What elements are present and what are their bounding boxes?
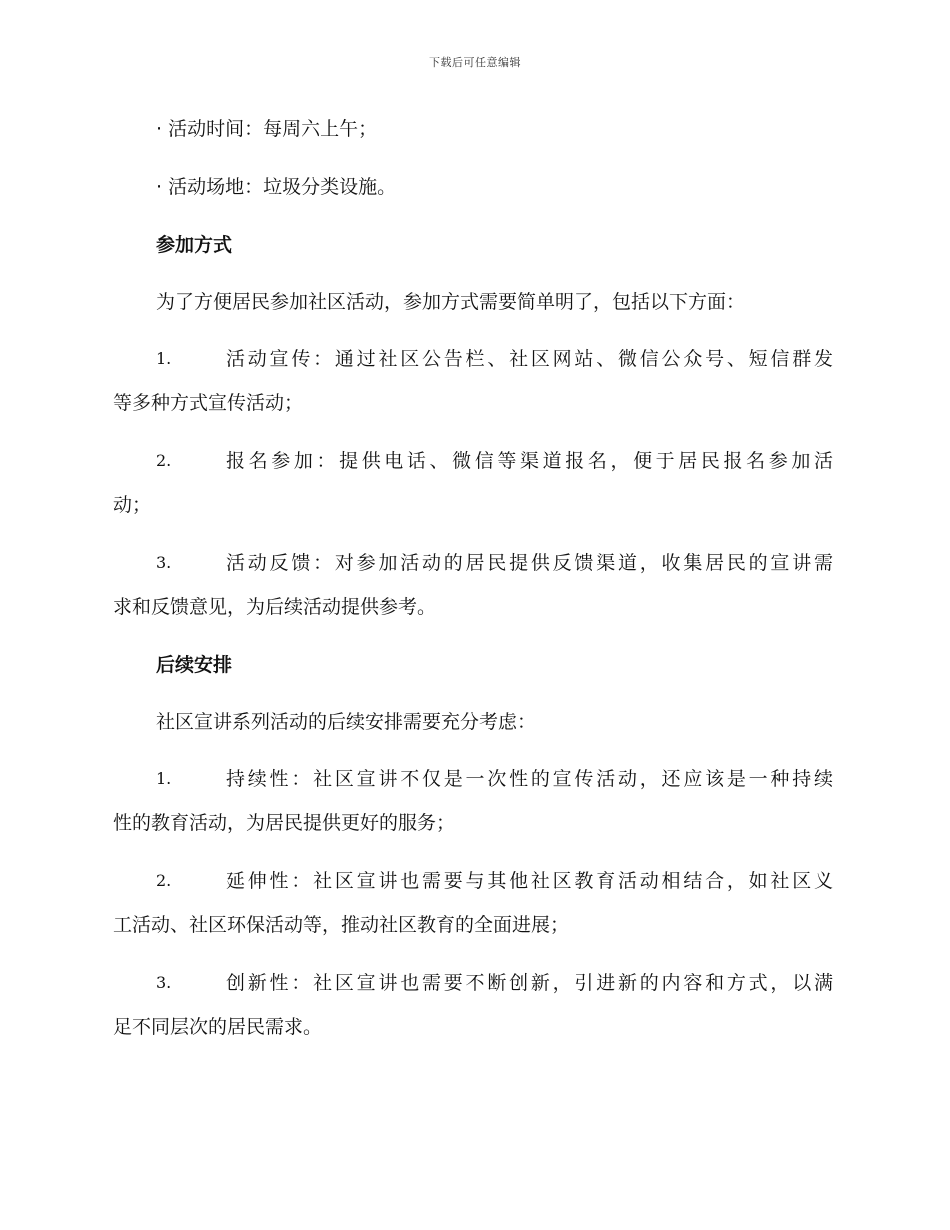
list-item — [113, 546, 833, 624]
list-item-text: 活动反馈：对参加活动的居民提供反馈渠道，收集居民的宣讲需 — [226, 552, 833, 574]
list-item-number: 3. — [156, 553, 172, 572]
document-body — [113, 112, 833, 1068]
list-item-number: 1. — [156, 349, 172, 368]
list-item — [113, 342, 833, 420]
list-item — [113, 444, 833, 522]
list-item-number: 3. — [156, 973, 172, 992]
list-item-continuation: 等多种方式宣传活动； — [113, 392, 304, 414]
header-note: 下载后可任意编辑 — [429, 56, 521, 69]
bullet-activity-time: · 活动时间：每周六上午； — [156, 118, 378, 140]
list-item — [113, 864, 833, 942]
section-intro-participation: 为了方便居民参加社区活动，参加方式需要简单明了，包括以下方面： — [156, 291, 746, 313]
list-item-text: 活动宣传：通过社区公告栏、社区网站、微信公众号、短信群发 — [226, 348, 833, 370]
list-item-continuation: 求和反馈意见，为后续活动提供参考。 — [113, 596, 437, 618]
list-item — [113, 966, 833, 1044]
section-heading-participation: 参加方式 — [156, 234, 233, 256]
bullet-activity-venue: · 活动场地：垃圾分类设施。 — [156, 176, 397, 198]
list-item-number: 2. — [156, 451, 172, 470]
list-item-text: 延伸性：社区宣讲也需要与其他社区教育活动相结合，如社区义 — [226, 870, 833, 892]
list-item-text: 持续性：社区宣讲不仅是一次性的宣传活动，还应该是一种持续 — [226, 768, 833, 790]
list-item-continuation: 足不同层次的居民需求。 — [113, 1016, 323, 1038]
list-item-continuation: 性的教育活动，为居民提供更好的服务； — [113, 812, 456, 834]
list-item-text: 创新性：社区宣讲也需要不断创新，引进新的内容和方式，以满 — [226, 972, 833, 994]
list-item — [113, 762, 833, 840]
section-intro-followup: 社区宣讲系列活动的后续安排需要充分考虑： — [156, 711, 537, 733]
list-item-continuation: 动； — [113, 494, 152, 516]
section-heading-followup: 后续安排 — [156, 654, 233, 676]
list-item-text: 报名参加：提供电话、微信等渠道报名，便于居民报名参加活 — [226, 450, 833, 472]
list-item-continuation: 工活动、社区环保活动等，推动社区教育的全面进展； — [113, 914, 570, 936]
list-item-number: 2. — [156, 871, 172, 890]
list-item-number: 1. — [156, 769, 172, 788]
